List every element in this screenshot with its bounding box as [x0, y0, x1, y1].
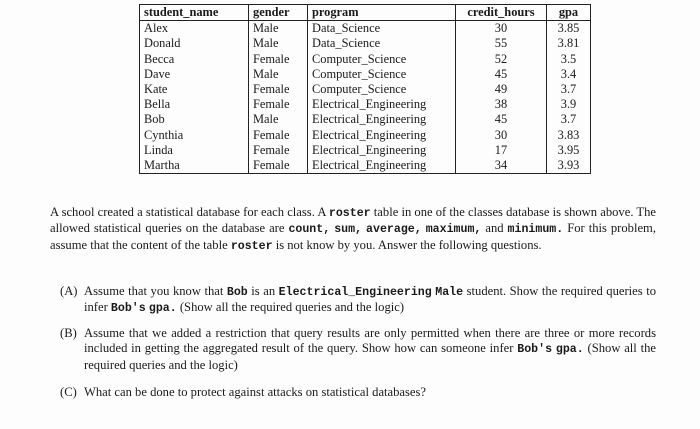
- header-student-name: student_name: [140, 5, 249, 21]
- cell-student-name: Becca: [144, 51, 175, 66]
- question-text: student. Show the required queries to infer: [84, 284, 657, 315]
- term-gpa: gpa.: [148, 302, 177, 316]
- question-text: (Show all the required queries and the logic): [84, 341, 656, 372]
- cell-gpa: 3.9: [547, 97, 591, 112]
- cell-program: Electrical_Engineering: [308, 143, 456, 158]
- table-row: [140, 143, 591, 158]
- question-a-label: (A): [60, 284, 78, 298]
- query-sum: sum,: [334, 223, 363, 237]
- roster-table: [139, 4, 591, 174]
- cell-student-name: Cynthia: [144, 127, 184, 142]
- cell-gender: Female: [249, 97, 308, 112]
- cell-gpa: 3.83: [547, 128, 591, 143]
- cell-program: Electrical_Engineering: [308, 97, 456, 112]
- header-gpa: gpa: [547, 5, 591, 21]
- cell-credit-hours: 34: [456, 158, 547, 174]
- query-average: average,: [366, 223, 422, 237]
- table-row: [140, 97, 591, 112]
- table-row: [140, 158, 591, 174]
- cell-gender: Male: [249, 21, 308, 37]
- cell-program: Electrical_Engineering: [308, 128, 456, 143]
- cell-gpa: 3.4: [547, 67, 591, 82]
- cell-student-name: Alex: [144, 21, 169, 36]
- cell-gender: Male: [249, 112, 308, 127]
- cell-student-name: Martha: [144, 158, 180, 173]
- cell-gpa: 3.7: [547, 112, 591, 127]
- cell-gender: Male: [249, 67, 308, 82]
- cell-student-name: Bob: [144, 112, 165, 127]
- cell-gender: Female: [249, 143, 308, 158]
- cell-credit-hours: 38: [456, 97, 547, 112]
- term-bob: Bob: [226, 286, 248, 299]
- cell-gender: Female: [249, 158, 308, 174]
- intro-text: and: [481, 221, 508, 236]
- table-name-roster: roster: [230, 239, 273, 253]
- term-bobs: Bob's: [517, 343, 553, 357]
- table-row: [140, 52, 591, 67]
- cell-gpa: 3.5: [547, 52, 591, 67]
- cell-credit-hours: 45: [456, 67, 547, 82]
- cell-credit-hours: 30: [456, 21, 547, 37]
- table-header-row: [140, 5, 591, 21]
- table-name-roster: roster: [328, 207, 371, 220]
- cell-gender: Female: [249, 52, 308, 67]
- intro-text: is not know by you. Answer the following questions.: [272, 237, 542, 252]
- table-body: [140, 21, 591, 174]
- table-row: [140, 67, 591, 82]
- query-count: count,: [288, 223, 331, 237]
- cell-credit-hours: 30: [456, 128, 547, 143]
- table-row: [140, 112, 591, 127]
- term-electrical-engineering: Electrical_Engineering: [278, 286, 432, 299]
- cell-program: Electrical_Engineering: [308, 158, 456, 174]
- table-row: [140, 82, 591, 97]
- cell-program: Electrical_Engineering: [308, 112, 456, 127]
- cell-credit-hours: 52: [456, 52, 547, 67]
- cell-credit-hours: 45: [456, 112, 547, 127]
- question-c-label: (C): [60, 385, 77, 399]
- cell-gpa: 3.93: [547, 158, 591, 174]
- table-row: [140, 36, 591, 51]
- header-gender: gender: [249, 5, 308, 21]
- cell-gender: Male: [249, 36, 308, 51]
- header-program: program: [308, 5, 456, 21]
- cell-gender: Female: [249, 128, 308, 143]
- cell-gpa: 3.85: [547, 21, 591, 37]
- term-gpa: gpa.: [555, 343, 584, 357]
- cell-program: Computer_Science: [308, 82, 456, 97]
- cell-program: Data_Science: [308, 36, 456, 51]
- question-text: is an: [247, 284, 279, 298]
- cell-gpa: 3.81: [547, 36, 591, 51]
- cell-student-name: Kate: [144, 82, 168, 97]
- question-a-text: [84, 284, 656, 317]
- question-c-text: What can be done to protect against attacks on statistical databases?: [84, 385, 426, 399]
- question-b-label: (B): [60, 326, 77, 340]
- cell-student-name: Dave: [144, 66, 171, 81]
- term-bobs: Bob's: [110, 302, 146, 316]
- question-text: Assume that we added a restriction that query results are only permitted when there are three or more records included in getting the aggregated result of the query. Show how can someone infer: [84, 326, 656, 356]
- cell-program: Computer_Science: [308, 52, 456, 67]
- cell-credit-hours: 49: [456, 82, 547, 97]
- cell-credit-hours: 55: [456, 36, 547, 51]
- cell-program: Data_Science: [308, 21, 456, 37]
- intro-text: A school created a statistical database for each class. A: [50, 205, 329, 219]
- intro-text: For this problem, assume that the content of the table: [50, 221, 656, 252]
- cell-student-name: Bella: [144, 97, 171, 112]
- term-male: Male: [435, 286, 464, 299]
- question-a: [60, 284, 656, 317]
- question-c: [60, 385, 656, 400]
- table-row: [140, 21, 591, 37]
- intro-text: table in one of the classes database is shown above. The allowed statistical queries on the database are: [50, 205, 656, 236]
- question-b: [60, 326, 656, 373]
- cell-gpa: 3.95: [547, 143, 591, 158]
- table-row: [140, 128, 591, 143]
- query-minimum: minimum.: [507, 223, 564, 237]
- intro-paragraph: [50, 205, 656, 254]
- question-b-text: [84, 326, 656, 373]
- cell-gpa: 3.7: [547, 82, 591, 97]
- cell-credit-hours: 17: [456, 143, 547, 158]
- query-maximum: maximum,: [425, 223, 482, 237]
- header-credit-hours: credit_hours: [456, 5, 547, 21]
- cell-program: Computer_Science: [308, 67, 456, 82]
- cell-student-name: Linda: [144, 142, 173, 157]
- cell-gender: Female: [249, 82, 308, 97]
- question-text: (Show all the required queries and the logic): [176, 300, 405, 315]
- question-text: Assume that you know that: [84, 284, 227, 298]
- cell-student-name: Donald: [144, 36, 181, 51]
